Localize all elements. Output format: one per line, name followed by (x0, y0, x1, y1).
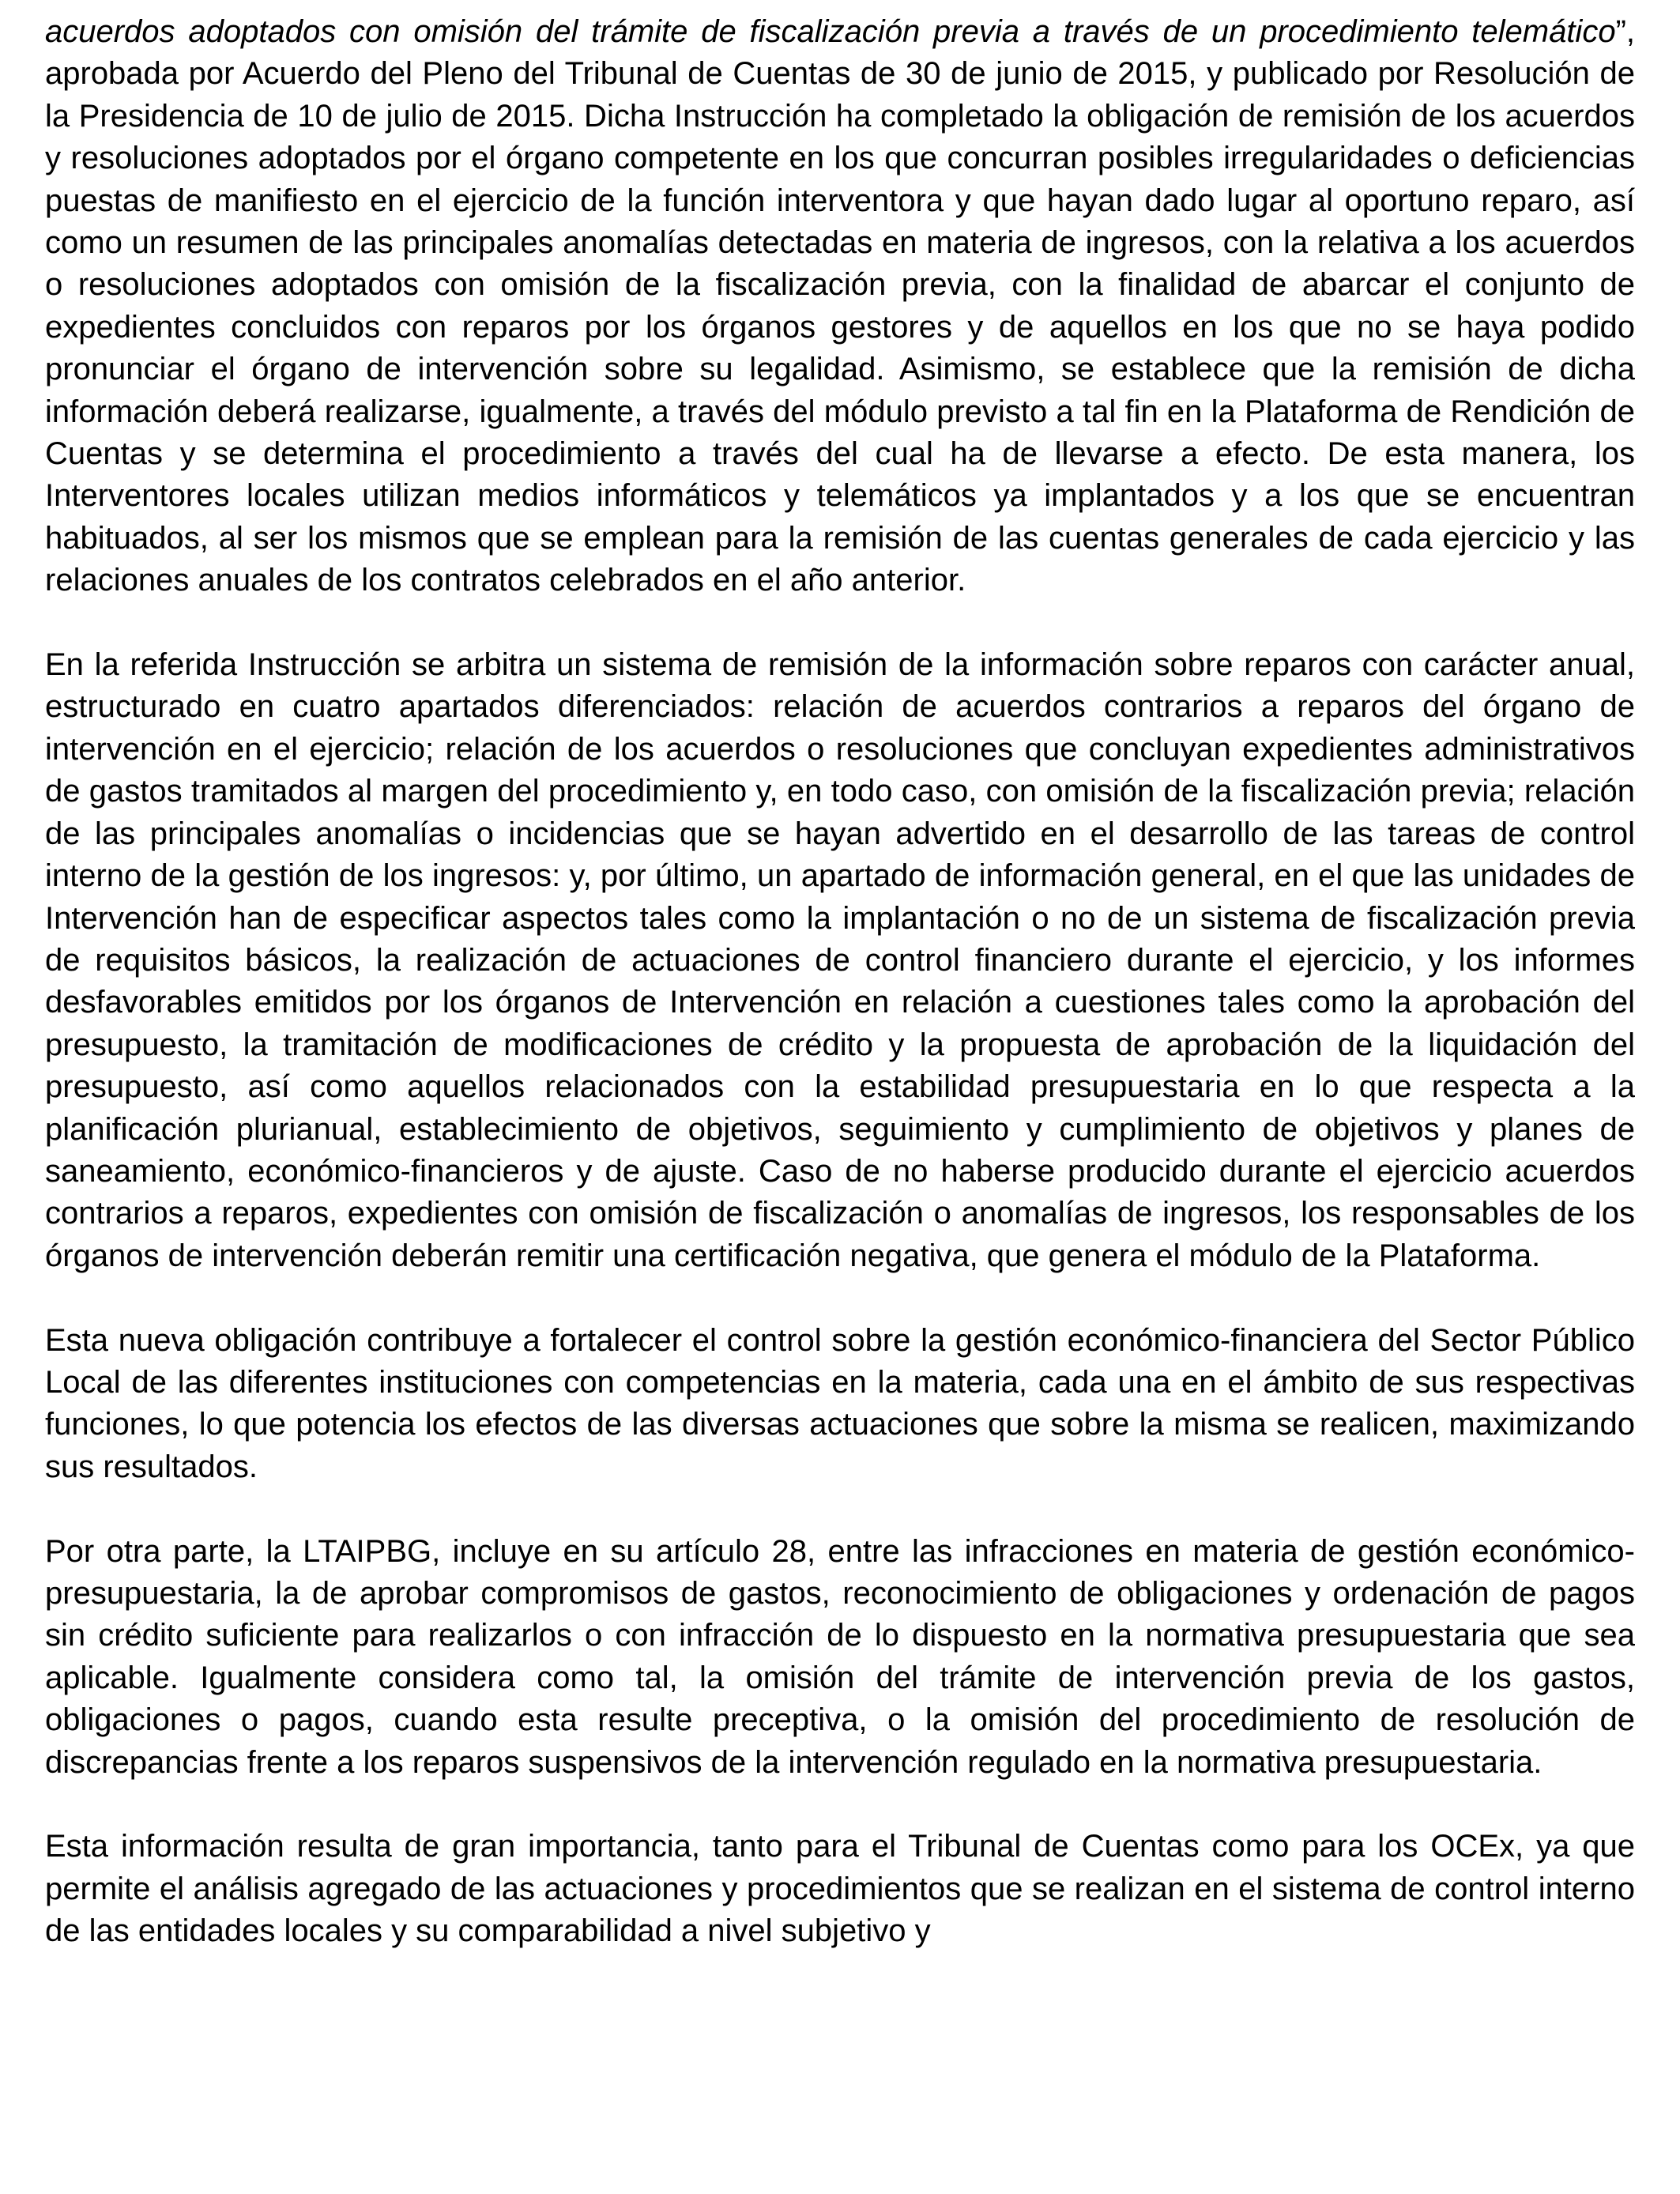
paragraph-instruccion-remision (45, 11, 1635, 602)
paragraph-text: Por otra parte, la LTAIPBG, incluye en su artículo 28, entre las infracciones en materia de gestión económico-presupuestaria, la de aprobar compromisos de gastos, reconocimiento de obligaciones y ordenación de pagos sin crédito suficiente para realizarlos o con infracción de lo dispuesto en la normativa presupuestaria que sea aplicable. Igualmente considera como tal, la omisión del trámite de intervención previa de los gastos, obligaciones o pagos, cuando esta resulte preceptiva, o la omisión del procedimiento de resolución de discrepancias frente a los reparos suspensivos de la intervención regulado en la normativa presupuestaria. (45, 1533, 1635, 1780)
paragraph-text: En la referida Instrucción se arbitra un sistema de remisión de la información sobre reparos con carácter anual, estructurado en cuatro apartados diferenciados: relación de acuerdos contrarios a reparos del órgano de intervención en el ejercicio; relación de los acuerdos o resoluciones que concluyan expedientes administrativos de gastos tramitados al margen del procedimiento y, en todo caso, con omisión de la fiscalización previa; relación de las principales anomalías o incidencias que se hayan advertido en el desarrollo de las tareas de control interno de la gestión de los ingresos: y, por último, un apartado de información general, en el que las unidades de Intervención han de especificar aspectos tales como la implantación o no de un sistema de fiscalización previa de requisitos básicos, la realización de actuaciones de control financiero durante el ejercicio, y los informes desfavorables emitidos por los órganos de Intervención en relación a cuestiones tales como la aprobación del presupuesto, la tramitación de modificaciones de crédito y la propuesta de aprobación de la liquidación del presupuesto, así como aquellos relacionados con la estabilidad presupuestaria en lo que respecta a la planificación plurianual, establecimiento de objetivos, seguimiento y cumplimiento de objetivos y planes de saneamiento, económico-financieros y de ajuste. Caso de no haberse producido durante el ejercicio acuerdos contrarios a reparos, expedientes con omisión de fiscalización o anomalías de ingresos, los responsables de los órganos de intervención deberán remitir una certificación negativa, que genera el módulo de la Plataforma. (45, 647, 1635, 1273)
paragraph-nueva-obligacion (45, 1320, 1635, 1489)
paragraph-text: Esta información resulta de gran importancia, tanto para el Tribunal de Cuentas como para los OCEx, ya que permite el análisis agregado de las actuaciones y procedimientos que se realizan en el sistema de control interno de las entidades locales y su comparabilidad a nivel subjetivo y (45, 1829, 1635, 1949)
paragraph-text: Esta nueva obligación contribuye a fortalecer el control sobre la gestión económico-financiera del Sector Público Local de las diferentes instituciones con competencias en la materia, cada una en el ámbito de sus respectivas funciones, lo que potencia los efectos de las diversas actuaciones que sobre la misma se realicen, maximizando sus resultados. (45, 1322, 1635, 1484)
paragraph-text: ”, aprobada por Acuerdo del Pleno del Tribunal de Cuentas de 30 de junio de 2015, y publicado por Resolución de la Presidencia de 10 de julio de 2015. Dicha Instrucción ha completado la obligación de remisión de los acuerdos y resoluciones adoptados por el órgano competente en los que concurran posibles irregularidades o deficiencias puestas de manifiesto en el ejercicio de la función interventora y que hayan dado lugar al oportuno reparo, así como un resumen de las principales anomalías detectadas en materia de ingresos, con la relativa a los acuerdos o resoluciones adoptados con omisión de la fiscalización previa, con la finalidad de abarcar el conjunto de expedientes concluidos con reparos por los órganos gestores y de aquellos en los que no se haya podido pronunciar el órgano de intervención sobre su legalidad. Asimismo, se establece que la remisión de dicha información deberá realizarse, igualmente, a través del módulo previsto a tal fin en la Plataforma de Rendición de Cuentas y se determina el procedimiento a través del cual ha de llevarse a efecto. De esta manera, los Interventores locales utilizan medios informáticos y telemáticos ya implantados y a los que se encuentran habituados, al ser los mismos que se emplean para la remisión de las cuentas generales de cada ejercicio y las relaciones anuales de los contratos celebrados en el año anterior. (45, 14, 1635, 598)
paragraph-importancia-informacion (45, 1826, 1635, 1952)
italic-title-fragment: acuerdos adoptados con omisión del trámite de fiscalización previa a través de un procedimiento telemático (45, 14, 1616, 49)
paragraph-sistema-remision (45, 644, 1635, 1277)
paragraph-ltaipbg-infracciones (45, 1531, 1635, 1784)
